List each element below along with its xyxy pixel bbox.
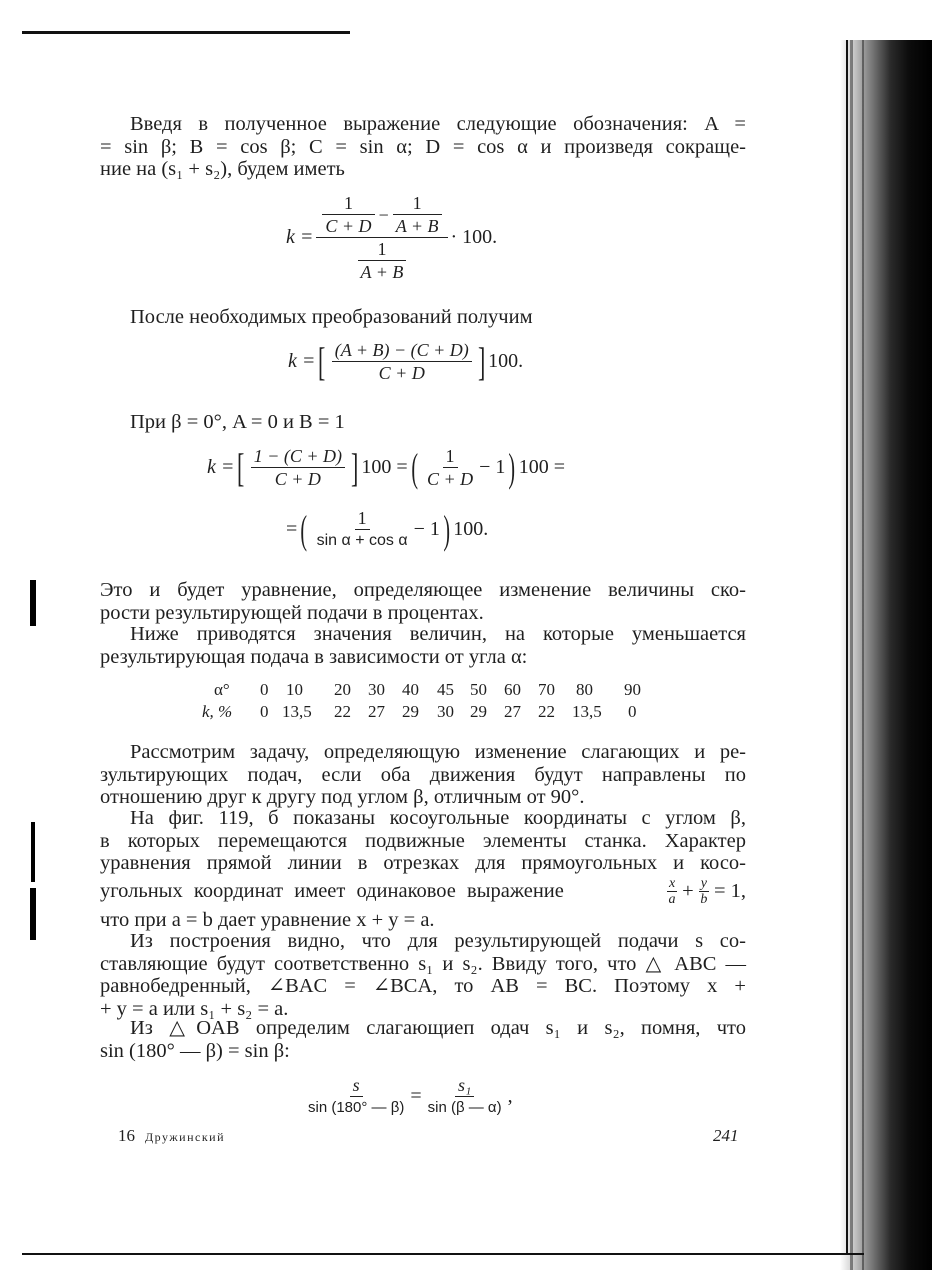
table-cell: 30 (368, 680, 385, 699)
formula-k-trig (286, 508, 488, 551)
fraction (314, 508, 411, 551)
text-line: Рассмотрим задачу, определяющую изменение слагающих и ре- (130, 741, 746, 763)
text-line: Это и будет уравнение, определяющее изменение величины ско- (100, 579, 746, 601)
table-cell: 70 (538, 680, 555, 699)
formula-minus-one: − 1 (413, 518, 440, 540)
text-line: При β = 0°, A = 0 и B = 1 (130, 411, 345, 433)
fraction-denominator: sin (β — α) (427, 1099, 502, 1116)
operator-minus: − (377, 204, 390, 225)
margin-ink-mark (30, 580, 36, 626)
formula-lhs: k = (288, 350, 316, 372)
text-line: ние на (s₁ + s₂), будем иметь (100, 158, 345, 180)
paragraph-intro (100, 113, 746, 181)
formula-tail: 100. (488, 350, 524, 372)
fraction-denominator: C + D (378, 363, 425, 383)
formula-tail: 100. (453, 518, 489, 540)
book-spine-shadow (840, 40, 932, 1270)
operator-plus: + (682, 880, 694, 903)
fraction (305, 1075, 407, 1118)
fraction-numerator: s₁ (455, 1075, 474, 1097)
fraction (322, 193, 374, 236)
formula-k-definition (286, 193, 497, 282)
text-line: угольных координат имеет одинаковое выражение (100, 880, 564, 903)
fraction-numerator: s (350, 1075, 363, 1097)
table-cell: 40 (402, 680, 419, 699)
table-cell: 90 (624, 680, 641, 699)
bracket-open: [ (318, 338, 326, 384)
bracket-open: [ (237, 444, 245, 490)
table-cell: 13,5 (282, 702, 312, 721)
fraction-denominator: C + D (426, 469, 474, 489)
text-line: Из △OAB определим слагающиеп одач s₁ и s₂, помня, что (130, 1017, 746, 1039)
table-cell: 13,5 (572, 702, 602, 721)
text-line-with-fractions (100, 875, 746, 909)
table-cell: 50 (470, 680, 487, 699)
table-cell: 80 (576, 680, 593, 699)
text-line: отношению друг к другу под углом β, отличным от 90°. (100, 786, 585, 808)
paragraph-beta-zero (100, 411, 746, 434)
text-line: sin (180° — β) = sin β: (100, 1039, 290, 1062)
table-cell: 20 (334, 680, 351, 699)
fraction-denominator: a (668, 892, 676, 907)
formula-tail: , (507, 1085, 513, 1107)
text-line: равнобедренный, ∠BAC = ∠BCA, то AB = BC. Поэтому x + (100, 975, 746, 997)
table-cell: 0 (628, 702, 637, 721)
text-line: + y = a или s₁ + s₂ = a. (100, 997, 289, 1020)
text-line: ставляющие будут соответственно s₁ и s₂. Ввиду того, что △ ABC — (100, 952, 746, 975)
fraction (424, 446, 476, 489)
fraction-denominator: sin (180° — β) (308, 1099, 405, 1116)
fraction-numerator: 1 − (C + D) (251, 446, 345, 468)
fraction-denominator: C + D (274, 469, 321, 489)
paragraph-oblique-coordinates (100, 807, 746, 931)
fraction-numerator: 1 (443, 446, 458, 468)
text-line: что при a = b дает уравнение x + y = a. (100, 908, 435, 931)
paragraph-construction (100, 930, 746, 1020)
operator-equals: = (410, 1085, 422, 1107)
table-cell: 29 (470, 702, 487, 721)
text-line: Из построения видно, что для результирующей подачи s со- (130, 930, 746, 952)
table-row-label: α° (214, 680, 230, 699)
table-cell: 22 (334, 702, 351, 721)
fraction-denominator: A + B (393, 214, 442, 236)
table-cell: 0 (260, 702, 269, 721)
formula-sine-law (302, 1075, 513, 1118)
gutter-line (846, 40, 848, 1255)
footer-signature (118, 1126, 225, 1146)
table-cell: 30 (437, 702, 454, 721)
paren-close: ) (443, 506, 450, 552)
text-line: в которых перемещаются подвижные элементы станка. Характер (100, 829, 746, 852)
formula-tail: 100 = (518, 456, 565, 478)
table-cell: 10 (286, 680, 303, 699)
fraction-denominator (352, 238, 413, 282)
formula-minus-one: − 1 (479, 456, 506, 478)
fraction-numerator: y (700, 876, 707, 891)
fraction-numerator: 1 (412, 193, 422, 213)
paragraph-triangle-oab (100, 1017, 746, 1062)
table-cell: 60 (504, 680, 521, 699)
formula-lhs: k = (207, 456, 235, 478)
table-cell: 27 (504, 702, 521, 721)
fraction-denominator: C + D (322, 214, 374, 236)
text-line: = sin β; B = cos β; C = sin α; D = cos α и произведя сокраще- (100, 135, 746, 158)
formula-k-beta-zero (207, 446, 565, 489)
fraction-numerator: 1 (355, 508, 370, 530)
fraction-numerator: 1 (343, 193, 353, 213)
fraction (425, 1075, 505, 1118)
formula-lhs: k = (286, 226, 314, 248)
table-cell: 0 (260, 680, 269, 699)
fraction-denominator: sin α + cos α (316, 532, 408, 549)
paragraph-equation-meaning (100, 579, 746, 624)
signature-number: 16 (118, 1126, 135, 1145)
text-line: результирующая подача в зависимости от угла α: (100, 645, 528, 668)
fraction-denominator: b (700, 892, 708, 907)
bracket-close: ] (350, 444, 359, 490)
equals-one: = 1, (713, 880, 746, 903)
text-line: Введя в полученное выражение следующие обозначения: A = (130, 113, 746, 135)
top-rule (22, 31, 350, 34)
table-cell: 22 (538, 702, 555, 721)
table-cell: 29 (402, 702, 419, 721)
table-row-label: k, % (202, 702, 233, 721)
paragraph-values-intro (100, 623, 746, 668)
bracket-close: ] (477, 338, 486, 384)
fraction-numerator: (A + B) − (C + D) (332, 340, 472, 362)
paren-close: ) (508, 444, 516, 490)
fraction (251, 446, 345, 489)
fraction-compound (316, 193, 447, 282)
formula-k-simplified (288, 340, 523, 383)
margin-ink-mark (30, 888, 36, 940)
fraction-denominator: A + B (358, 260, 407, 282)
paren-open: ( (300, 506, 308, 552)
author-name: Дружинский (145, 1130, 226, 1144)
text-line: зультирующих подач, если оба движения будут направлены по (100, 763, 746, 786)
fraction-numerator: 1 (377, 239, 387, 259)
bottom-rule (22, 1253, 864, 1255)
text-line: После необходимых преобразований получим (130, 306, 533, 328)
table-cell: 27 (368, 702, 385, 721)
intercept-equation (665, 876, 746, 907)
fraction-y-over-b (699, 876, 709, 907)
fraction-numerator: x (668, 876, 676, 891)
formula-tail: · 100. (450, 226, 498, 248)
paragraph-task (100, 741, 746, 809)
text-line: рости результирующей подачи в процентах. (100, 601, 484, 624)
fraction (393, 193, 442, 236)
table-cell: 45 (437, 680, 454, 699)
text-line: Ниже приводятся значения величин, на которые уменьшается (130, 623, 746, 645)
text-line: На фиг. 119, б показаны косоугольные координаты с углом β, (130, 807, 746, 829)
text-line: уравнения прямой линии в отрезках для прямоугольных и косо- (100, 852, 746, 874)
margin-ink-mark (31, 822, 35, 882)
page-number: 241 (713, 1126, 739, 1145)
paren-open: ( (410, 444, 418, 490)
fraction (332, 340, 472, 383)
formula-lhs: = (286, 518, 298, 540)
fraction-x-over-a (667, 876, 677, 907)
formula-mid: 100 = (361, 456, 408, 478)
fraction (358, 239, 407, 282)
fraction-numerator (316, 193, 447, 238)
paragraph-transform (100, 306, 746, 329)
